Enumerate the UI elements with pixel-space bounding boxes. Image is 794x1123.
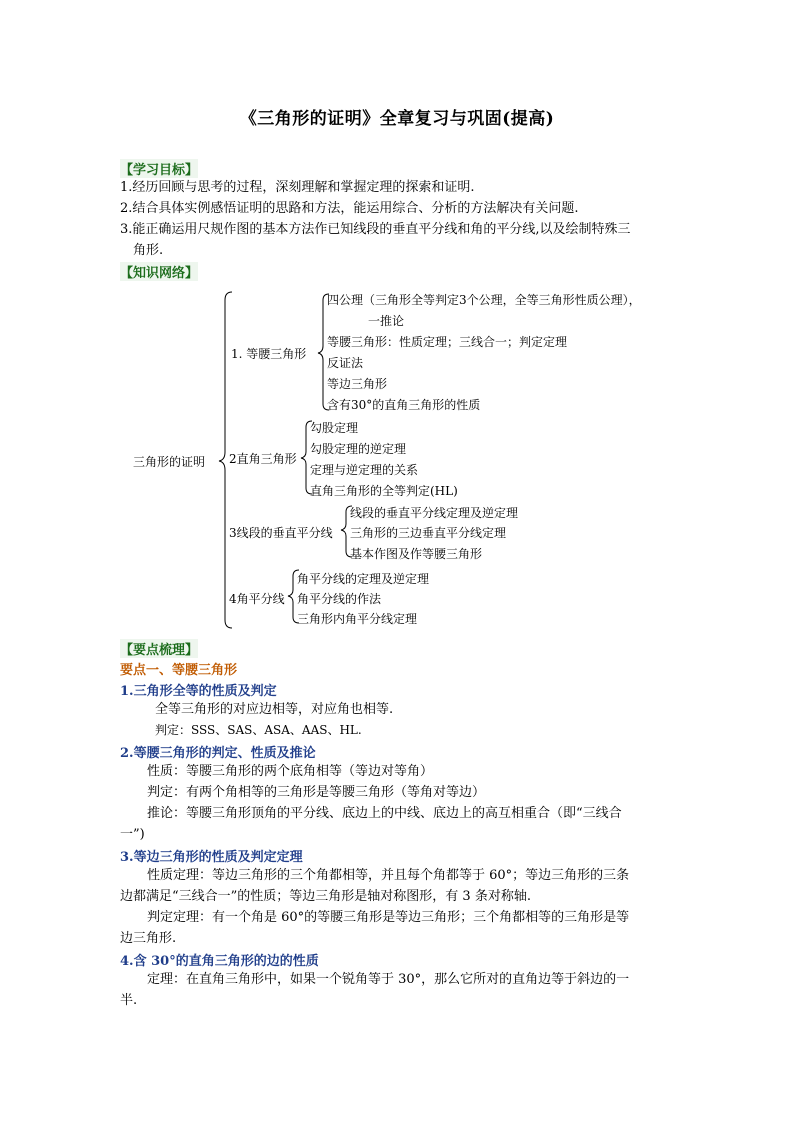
branch-2-item: 定理与逆定理的关系 <box>310 463 419 477</box>
section-3-line: 边三角形. <box>120 931 177 946</box>
section-2-heading: 2.等腰三角形的判定、性质及推论 <box>120 746 316 761</box>
branch-2-item: 勾股定理的逆定理 <box>310 442 407 456</box>
goal-item-3-cont: 角形. <box>133 243 164 258</box>
network-root: 三角形的证明 <box>133 455 206 469</box>
branch-3-label: 3线段的垂直平分线 <box>229 526 333 540</box>
branch-1-item: 等腰三角形：性质定理；三线合一；判定定理 <box>327 335 568 349</box>
branch-1-item: 四公理（三角形全等判定3个公理，全等三角形性质公理）， <box>327 293 641 307</box>
branch-3-item: 基本作图及作等腰三角形 <box>350 547 483 561</box>
network-heading: 【知识网络】 <box>120 262 198 281</box>
branch-1-item: 一推论 <box>368 314 405 328</box>
section-4-line: 定理：在直角三角形中，如果一个锐角等于 30°，那么它所对的直角边等于斜边的一 <box>147 972 630 987</box>
section-3-line: 判定定理：有一个角是 60°的等腰三角形是等边三角形；三个角都相等的三角形是等 <box>147 910 630 925</box>
section-2-line: 推论：等腰三角形顶角的平分线、底边上的中线、底边上的高互相重合（即“三线合 <box>147 806 622 821</box>
section-4-heading: 4.含 30°的直角三角形的边的性质 <box>120 954 319 969</box>
section-2-line: 一”) <box>120 827 145 842</box>
section-1-line: 全等三角形的对应边相等，对应角也相等. <box>155 702 394 717</box>
branch-4-item: 三角形内角平分线定理 <box>297 612 418 626</box>
branch-1-item: 含有30°的直角三角形的性质 <box>327 398 481 412</box>
section-2-line: 性质：等腰三角形的两个底角相等（等边对等角） <box>147 764 434 779</box>
goals-heading: 【学习目标】 <box>120 159 198 178</box>
section-2-line: 判定：有两个角相等的三角形是等腰三角形（等角对等边） <box>147 785 486 800</box>
branch-1-item: 等边三角形 <box>327 377 388 391</box>
goal-item-1: 1.经历回顾与思考的过程，深刻理解和掌握定理的探索和证明. <box>120 180 475 195</box>
section-3-heading: 3.等边三角形的性质及判定定理 <box>120 850 303 865</box>
section-3-line: 性质定理：等边三角形的三个角都相等，并且每个角都等于 60°；等边三角形的三条 <box>147 868 630 883</box>
section-1-line: 判定：SSS、SAS、ASA、AAS、HL. <box>155 723 362 737</box>
branch-3-item: 三角形的三边垂直平分线定理 <box>350 526 507 540</box>
branch-2-label: 2直角三角形 <box>229 452 297 466</box>
branch-4-item: 角平分线的定理及逆定理 <box>297 572 430 586</box>
section-4-line: 半. <box>120 993 138 1008</box>
branch-2-item: 直角三角形的全等判定(HL) <box>310 484 458 498</box>
branch-3-item: 线段的垂直平分线定理及逆定理 <box>350 506 519 520</box>
section-3-line: 边都满足“三线合一”的性质；等边三角形是轴对称图形，有 3 条对称轴. <box>120 889 531 904</box>
branch-2-item: 勾股定理 <box>310 421 359 435</box>
branch-1-item: 反证法 <box>327 356 364 370</box>
section-1-heading: 1.三角形全等的性质及判定 <box>120 684 277 699</box>
brace-1 <box>318 294 329 410</box>
goal-item-3: 3.能正确运用尺规作图的基本方法作已知线段的垂直平分线和角的平分线,以及绘制特殊三 <box>120 222 631 237</box>
goal-item-2: 2.结合具体实例感悟证明的思路和方法，能运用综合、分析的方法解决有关问题. <box>120 201 579 216</box>
branch-4-label: 4角平分线 <box>229 592 285 606</box>
page-title: 《三角形的证明》全章复习与巩固(提高) <box>239 109 555 129</box>
branch-1-label: 1. 等腰三角形 <box>231 347 307 361</box>
points-heading: 【要点梳理】 <box>120 639 198 658</box>
branch-4-item: 角平分线的作法 <box>297 592 382 606</box>
point-one-heading: 要点一、等腰三角形 <box>120 663 238 678</box>
